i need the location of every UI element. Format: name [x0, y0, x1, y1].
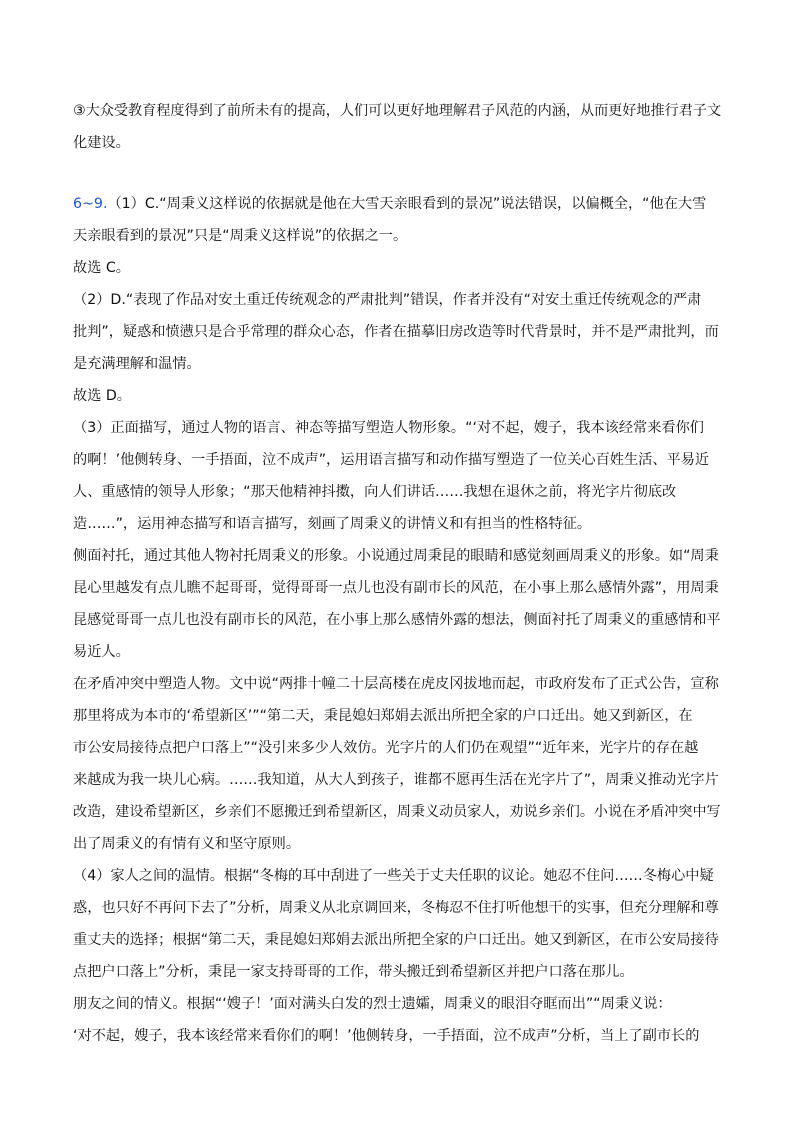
text-line: 易近人。: [73, 644, 130, 660]
text-line: 故选 D。: [73, 388, 131, 404]
text-line: 侧面衬托，通过其他人物衬托周秉义的形象。小说通过周秉昆的眼睛和感觉刻画周秉义的形象。如“周秉: [73, 548, 719, 564]
text-line: 故选 C。: [73, 260, 130, 276]
text-line: （2）D.“表现了作品对安土重迁传统观念的严肃批判”错误，作者并没有“对安土重迁传统观念的严肃: [73, 292, 702, 308]
text-line: 造……”，运用神态描写和语言描写，刻画了周秉义的讲情义和有担当的性格特征。: [73, 516, 592, 532]
text-line: 昆感觉哥哥一点儿也没有副市长的风范，在小事上那么感情外露的想法，侧面衬托了周秉义的重感情和平: [73, 612, 721, 628]
text-line: ③大众受教育程度得到了前所未有的提高，人们可以更好地理解君子风范的内涵，从而更好地推行君子文: [73, 103, 722, 119]
text-line: 市公安局接待点把户口落上”“没引来多少人效仿。光字片的人们仍在观望”“近年来，光字片的存在越: [73, 740, 699, 756]
text-line: 人、重感情的领导人形象；“那天他精神抖擞，向人们讲话……我想在退休之前，将光字片彻底改: [73, 484, 677, 500]
text-line: 点把户口落上”分析，秉昆一家支持哥哥的工作，带头搬迁到希望新区并把户口落在那儿。: [73, 964, 634, 980]
text-line: 出了周秉义的有情有义和坚守原则。: [73, 836, 301, 852]
text-line: 来越成为我一块儿心病。……我知道，从大人到孩子，谁都不愿再生活在光字片了”，周秉义推动光字片: [73, 772, 719, 788]
text-line: ‘对不起，嫂子，我本该经常来看你们的啊！’他侧转身，一手捂面，泣不成声”分析，当上了副市长的: [73, 1028, 700, 1044]
text-line: 昆心里越发有点儿瞧不起哥哥，觉得哥哥一点儿也没有副市长的风范，在小事上那么感情外露”，用周秉: [73, 580, 719, 596]
answer-6-9-first-line: [73, 194, 706, 214]
text-line: 天亲眼看到的景况”只是“周秉义这样说”的依据之一。: [73, 228, 408, 244]
text-line: 在矛盾冲突中塑造人物。文中说“两排十幢二十层高楼在虎皮冈拔地而起，市政府发布了正式公告，宣称: [73, 676, 719, 692]
text-line: （4）家人之间的温情。根据“冬梅的耳中刮进了一些关于丈夫任职的议论。她忍不住问……冬梅心中疑: [73, 868, 714, 884]
text-line: 批判”，疑惑和愤懑只是合乎常理的群众心态，作者在描摹旧房改造等时代背景时，并不是严肃批判，而: [73, 324, 719, 340]
text-line: 惑，也只好不再问下去了”分析，周秉义从北京调回来，冬梅忍不住打听他想干的实事，但充分理解和尊: [73, 900, 719, 916]
text-line: 的啊！’他侧转身、一手捂面，泣不成声”，运用语言描写和动作描写塑造了一位关心百姓生活、平易近: [73, 452, 710, 468]
text-line: 朋友之间的情义。根据“‘嫂子！’面对满头白发的烈士遗孀，周秉义的眼泪夺眶而出”“周秉义说：: [73, 996, 672, 1012]
text-line: 改造，建设希望新区，乡亲们不愿搬迁到希望新区，周秉义动员家人，劝说乡亲们。小说在矛盾冲突中写: [73, 804, 721, 820]
text-line: 化建设。: [73, 135, 130, 151]
text-line: （3）正面描写，通过人物的语言、神态等描写塑造人物形象。“‘对不起，嫂子，我本该经常来看你们: [73, 420, 704, 436]
text-line: 重丈夫的选择；根据“第二天，秉昆媳妇郑娟去派出所把全家的户口迁出。她又到新区，在市公安局接待: [73, 932, 719, 948]
text-line: 那里将成为本市的‘希望新区’”“第二天，秉昆媳妇郑娟去派出所把全家的户口迁出。她又到新区，在: [73, 708, 693, 724]
text-line: 是充满理解和温情。: [73, 356, 201, 372]
text-span: （1）C.“周秉义这样说的依据就是他在大雪天亲眼看到的景况”说法错误，以偏概全，“他在大雪: [107, 196, 707, 212]
question-number-label: 6~9.: [73, 196, 108, 212]
